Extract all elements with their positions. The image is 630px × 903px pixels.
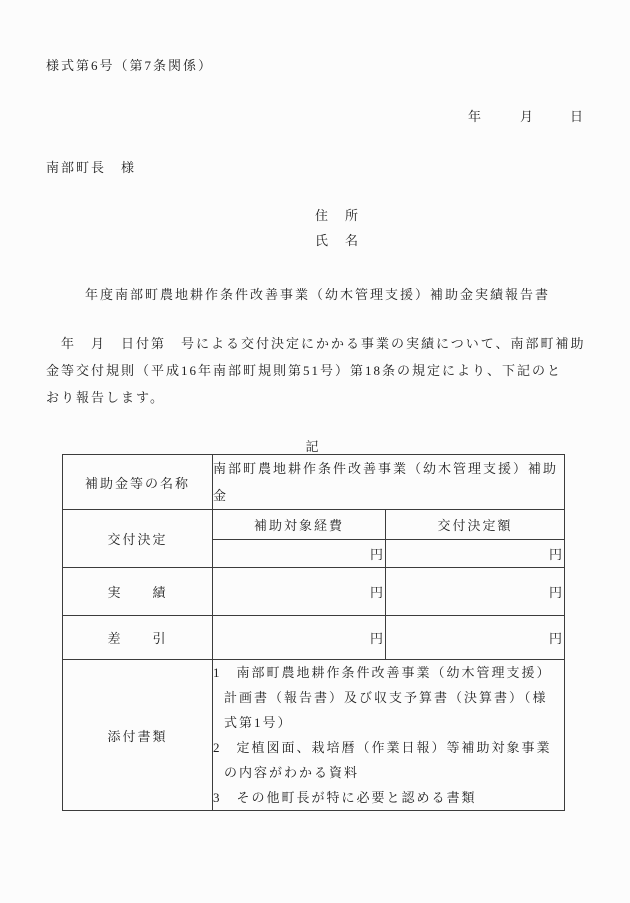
difference-amount-cell: 円 <box>386 616 565 660</box>
record-mark: 記 <box>305 439 321 454</box>
subsidy-report-table <box>62 454 565 811</box>
table-row-subsidy-name <box>63 455 565 510</box>
date-line <box>468 106 585 125</box>
result-expense-cell: 円 <box>213 568 386 616</box>
name-label: 氏 名 <box>315 233 361 248</box>
difference-label-cell: 差 引 <box>63 616 213 660</box>
attachments-label-cell: 添付書類 <box>63 660 213 811</box>
address-label: 住 所 <box>315 208 361 223</box>
result-label-cell: 実 績 <box>63 568 213 616</box>
subsidy-name-line-2: 金 <box>213 488 229 503</box>
date-day-label: 日 <box>570 109 586 124</box>
grant-decision-amount-cell: 円 <box>386 540 565 568</box>
subsidy-name-label-cell: 補助金等の名称 <box>63 455 213 510</box>
subsidy-name-value-cell <box>213 455 565 510</box>
body-paragraph <box>46 330 596 411</box>
document-title: 年度南部町農地耕作条件改善事業（幼木管理支援）補助金実績報告書 <box>85 287 551 302</box>
body-line-2: 金等交付規則（平成16年南部町規則第51号）第18条の規定により、下記のと <box>46 363 563 378</box>
body-line-3: おり報告します。 <box>46 390 165 405</box>
attachment-item-1-cont2: 式第1号） <box>224 715 293 730</box>
attachments-list-cell <box>213 660 565 811</box>
attachment-item-2: 2 定植図面、栽培暦（作業日報）等補助対象事業 <box>213 740 552 755</box>
date-year-label: 年 <box>468 109 484 124</box>
date-month-label: 月 <box>520 109 536 124</box>
body-line-1: 年 月 日付第 号による交付決定にかかる事業の実績について、南部町補助 <box>46 336 586 351</box>
expense-column-header: 補助対象経費 <box>213 510 386 540</box>
addressee: 南部町長 様 <box>46 160 137 175</box>
difference-expense-cell: 円 <box>213 616 386 660</box>
attachment-item-2-cont: の内容がわかる資料 <box>224 765 360 780</box>
attachment-item-1: 1 南部町農地耕作条件改善事業（幼木管理支援） <box>213 665 552 680</box>
table-row-grant-decision-header <box>63 510 565 540</box>
table-row-result <box>63 568 565 616</box>
amount-column-header: 交付決定額 <box>386 510 565 540</box>
attachment-item-3: 3 その他町長が特に必要と認める書類 <box>213 790 477 805</box>
grant-decision-label-cell: 交付決定 <box>63 510 213 568</box>
subsidy-name-line-1: 南部町農地耕作条件改善事業（幼木管理支援）補助 <box>213 461 559 476</box>
result-amount-cell: 円 <box>386 568 565 616</box>
table-row-difference <box>63 616 565 660</box>
attachment-item-1-cont: 計画書（報告書）及び収支予算書（決算書）（様 <box>224 690 548 705</box>
table-row-attachments <box>63 660 565 811</box>
form-number: 様式第6号（第7条関係） <box>46 58 214 73</box>
grant-decision-expense-cell: 円 <box>213 540 386 568</box>
